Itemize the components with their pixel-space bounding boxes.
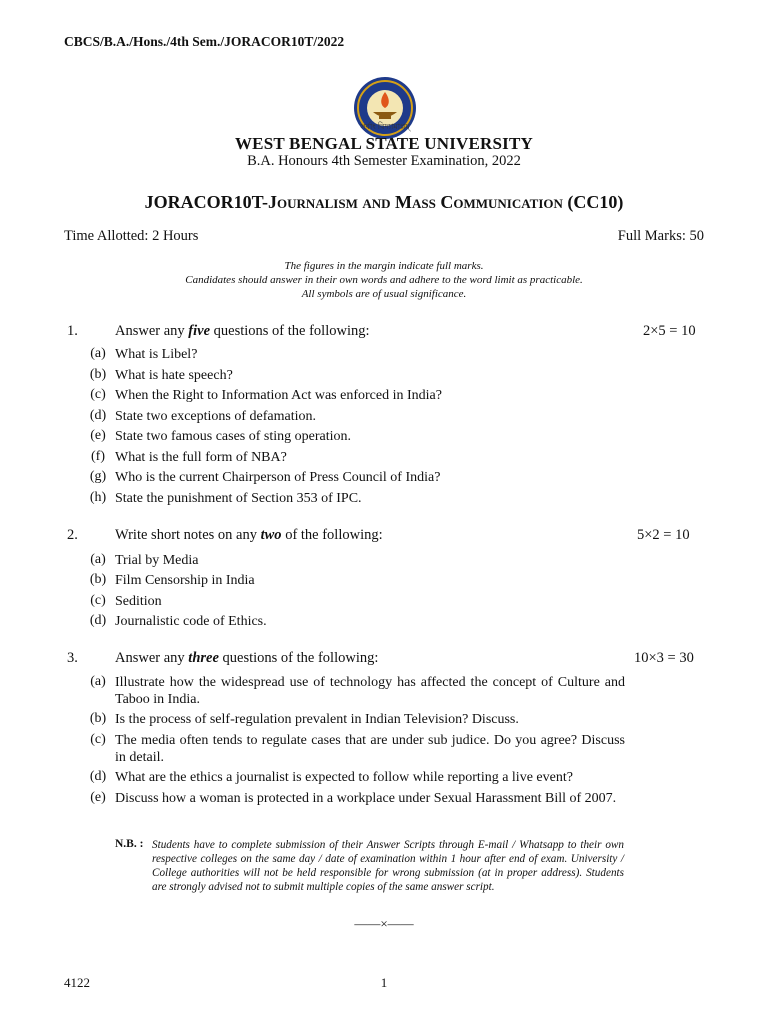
question-number: 2. bbox=[67, 527, 78, 543]
subject-code: JORACOR10T- bbox=[144, 192, 268, 212]
item-text: Discuss how a woman is protected in a workplace under Sexual Harassment Bill of 2007. bbox=[115, 791, 617, 806]
item-text: The media often tends to regulate cases that are under sub judice. Do you agree? Discuss in detail. bbox=[115, 733, 625, 765]
item-text: State two famous cases of sting operation. bbox=[115, 429, 352, 444]
item-text: Sedition bbox=[115, 594, 162, 609]
subject-name: Journalism and Mass Communication bbox=[267, 192, 563, 212]
item-label: (b) bbox=[89, 711, 107, 726]
item-text: What is the full form of NBA? bbox=[115, 450, 287, 465]
item-label: (e) bbox=[90, 428, 106, 443]
item-label: (c) bbox=[90, 732, 106, 747]
question-marks: 2×5 = 10 bbox=[643, 323, 696, 339]
item-text: State the punishment of Section 353 of IPC. bbox=[115, 491, 362, 506]
exam-name: B.A. Honours 4th Semester Examination, 2022 bbox=[247, 153, 521, 169]
prompt-text: Answer any bbox=[115, 650, 189, 666]
item-label: (d) bbox=[89, 613, 107, 628]
item-label: (a) bbox=[90, 552, 106, 567]
item-label: (a) bbox=[90, 674, 106, 689]
item-text: What is hate speech? bbox=[115, 368, 233, 383]
item-text: Journalistic code of Ethics. bbox=[115, 614, 267, 629]
item-label: (g) bbox=[89, 469, 107, 484]
item-label: (c) bbox=[90, 387, 106, 402]
question-prompt bbox=[115, 650, 378, 667]
end-of-paper-mark: ——×—— bbox=[354, 916, 414, 931]
footer-code: 4122 bbox=[64, 975, 90, 990]
nb-text: Students have to complete submission of their Answer Scripts through E-mail / Whatsapp to their own respective colleges on the same day / date of examination within 1 hour after end of exam. University / College authorities will not be held responsible for wrong submission (at in proper address). Students are strongly advised not to submit multiple copies of the same answer script. bbox=[152, 839, 624, 893]
item-label: (a) bbox=[90, 346, 106, 361]
item-text: Trial by Media bbox=[115, 553, 199, 568]
question-prompt bbox=[115, 527, 383, 544]
instruction-line: Candidates should answer in their own words and adhere to the word limit as practicable. bbox=[185, 274, 583, 286]
paper-code: CBCS/B.A./Hons./4th Sem./JORACOR10T/2022 bbox=[64, 34, 345, 49]
item-text: Is the process of self-regulation prevalent in Indian Television? Discuss. bbox=[115, 712, 519, 727]
instruction-line: All symbols are of usual significance. bbox=[301, 288, 467, 300]
item-label: (d) bbox=[89, 769, 107, 784]
prompt-text: questions of the following: bbox=[218, 650, 379, 666]
item-label: (h) bbox=[89, 490, 107, 505]
prompt-text: questions of the following: bbox=[210, 323, 370, 339]
prompt-emphasis: three bbox=[188, 650, 219, 666]
item-label: (e) bbox=[90, 790, 106, 805]
item-text: When the Right to Information Act was enforced in India? bbox=[115, 388, 442, 403]
item-label: (b) bbox=[89, 572, 107, 587]
prompt-emphasis: two bbox=[260, 527, 282, 543]
question-marks: 5×2 = 10 bbox=[637, 527, 690, 543]
prompt-text: Answer any bbox=[115, 323, 189, 339]
time-allotted: Time Allotted: 2 Hours bbox=[64, 228, 199, 244]
subject-title bbox=[0, 192, 768, 213]
prompt-text: Write short notes on any bbox=[115, 527, 261, 543]
prompt-text: of the following: bbox=[281, 527, 383, 543]
item-text: What are the ethics a journalist is expected to follow while reporting a live event? bbox=[115, 770, 573, 785]
nb-label: N.B. : bbox=[115, 838, 144, 850]
item-label: (d) bbox=[89, 408, 107, 423]
subject-suffix: (CC10) bbox=[567, 192, 624, 212]
question-number: 1. bbox=[67, 323, 78, 339]
page-number: 1 bbox=[380, 975, 388, 990]
item-label: (f) bbox=[91, 449, 105, 464]
instruction-line: The figures in the margin indicate full marks. bbox=[284, 260, 484, 272]
question-prompt bbox=[115, 323, 370, 340]
prompt-emphasis: five bbox=[188, 323, 211, 339]
item-text: Film Censorship in India bbox=[115, 573, 255, 588]
item-text: What is Libel? bbox=[115, 347, 198, 362]
item-text: Illustrate how the widespread use of technology has affected the concept of Culture and Taboo in India. bbox=[115, 675, 625, 707]
item-text: Who is the current Chairperson of Press Council of India? bbox=[115, 470, 441, 485]
instructions bbox=[0, 259, 768, 301]
question-number: 3. bbox=[67, 650, 78, 666]
university-name: WEST BENGAL STATE UNIVERSITY bbox=[234, 134, 533, 153]
university-motto: সর্বাং বিদ্যামাপ্নম্ bbox=[360, 122, 410, 131]
item-text: State two exceptions of defamation. bbox=[115, 409, 316, 424]
item-label: (b) bbox=[89, 367, 107, 382]
full-marks: Full Marks: 50 bbox=[617, 228, 704, 244]
question-marks: 10×3 = 30 bbox=[634, 650, 694, 666]
item-label: (c) bbox=[90, 593, 106, 608]
